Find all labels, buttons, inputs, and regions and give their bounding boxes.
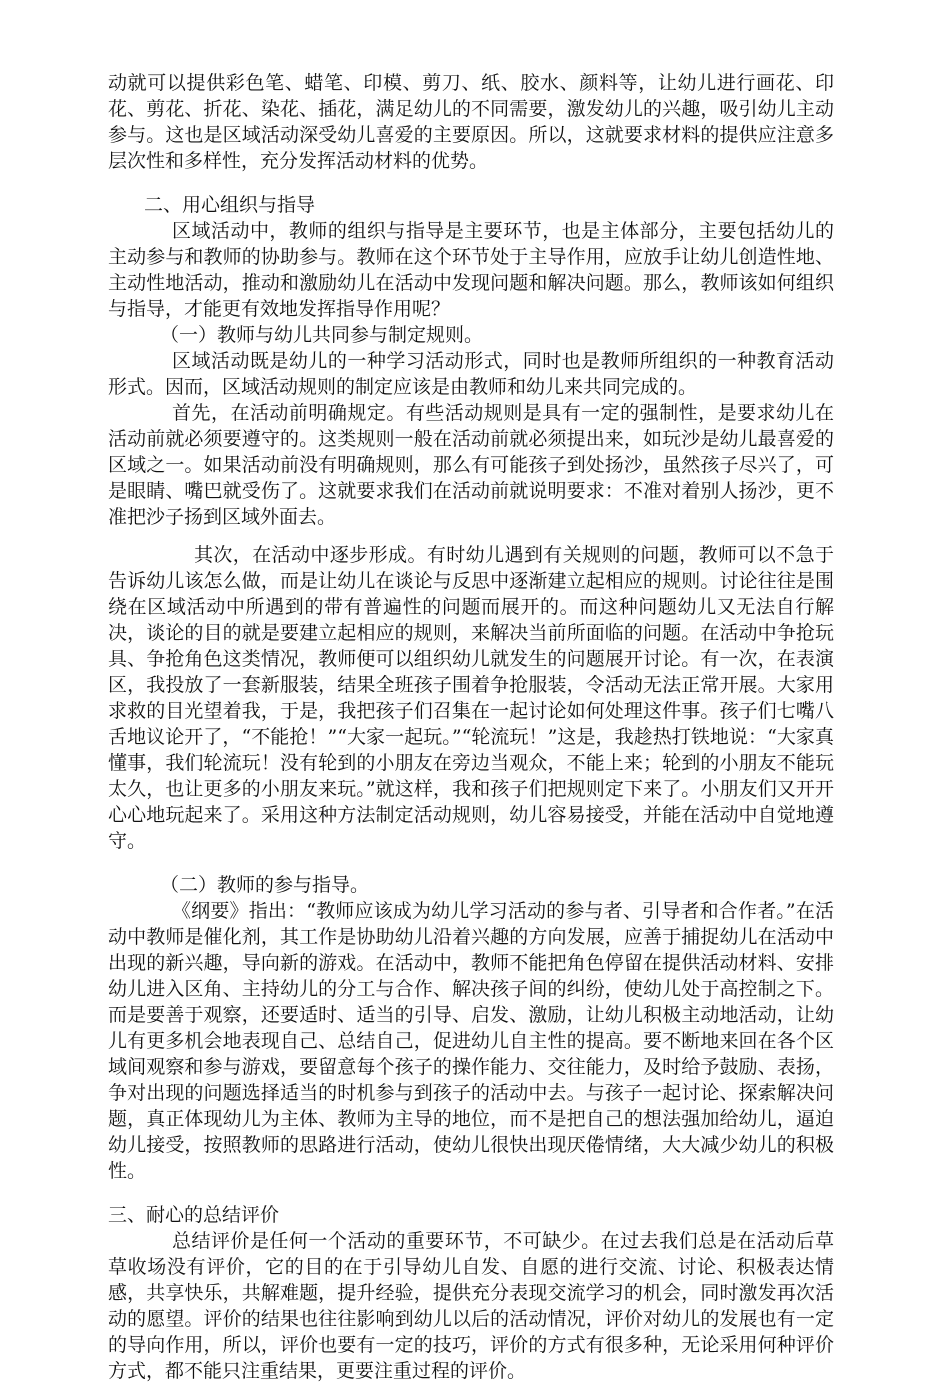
subsection-heading-1: （一）教师与幼儿共同参与制定规则。 xyxy=(160,324,484,346)
paragraph-organization: 区域活动中，教师的组织与指导是主要环节，也是主体部分，主要包括幼儿的主动参与和教师的协助参与。教师在这个环节处于主导作用，应放手让幼儿创造性地、主动性地活动，推动和激励幼儿在活动中发现问题和解决问题。那么，教师该如何组织与指导，才能更有效地发挥指导作用呢？ xyxy=(108,220,834,320)
subsection-heading-2: （二）教师的参与指导。 xyxy=(160,874,370,896)
paragraph-evaluation: 总结评价是任何一个活动的重要环节，不可缺少。在过去我们总是在活动后草草收场没有评价，它的目的在于引导幼儿自发、自愿的进行交流、讨论、积极表达情感，共享快乐，共解难题，提升经验，提供充分表现交流学习的机会，同时激发再次活动的愿望。评价的结果也往往影响到幼儿以后的活动情况，评价对幼儿的发展也有一定的导向作用，所以，评价也要有一定的技巧，评价的方式有很多种，无论采用何种评价方式，都不能只注重结果，更要注重过程的评价。 xyxy=(108,1230,834,1382)
spacer xyxy=(108,174,834,192)
section-heading-3: 三、耐心的总结评价 xyxy=(108,1204,280,1226)
paragraph-teacher-guidance: 《纲要》指出：“教师应该成为幼儿学习活动的参与者、引导者和合作者。”在活动中教师是催化剂，其工作是协助幼儿沿着兴趣的方向发展，应善于捕捉幼儿在活动中出现的新兴趣，导向新的游戏。在活动中，教师不能把角色停留在提供活动材料、安排幼儿进入区角、主持幼儿的分工与合作、解决孩子间的纠纷，使幼儿处于高控制之下。而是要善于观察，还要适时、适当的引导、启发、激励，让幼儿积极主动地活动，让幼儿有更多机会地表现自己、总结自己，促进幼儿自主性的提高。要不断地来回在各个区域间观察和参与游戏，要留意每个孩子的操作能力、交往能力，及时给予鼓励、表扬，争对出现的问题选择适当的时机参与到孩子的活动中去。与孩子一起讨论、探索解决问题，真正体现幼儿为主体、教师为主导的地位，而不是把自己的想法强加给幼儿，逼迫幼儿接受，按照教师的思路进行活动，使幼儿很快出现厌倦情绪，大大减少幼儿的积极性。 xyxy=(108,900,834,1182)
spacer xyxy=(108,1184,834,1202)
paragraph-rules-intro: 区域活动既是幼儿的一种学习活动形式，同时也是教师所组织的一种教育活动形式。因而，区域活动规则的制定应该是由教师和幼儿来共同完成的。 xyxy=(108,350,834,398)
spacer xyxy=(108,854,834,872)
paragraph-rules-second: 其次，在活动中逐步形成。有时幼儿遇到有关规则的问题，教师可以不急于告诉幼儿该怎么做，而是让幼儿在谈论与反思中逐渐建立起相应的规则。讨论往往是围绕在区域活动中所遇到的带有普遍性的问题而展开的。而这种问题幼儿又无法自行解决，谈论的目的就是要建立起相应的规则，来解决当前所面临的问题。在活动中争抢玩具、争抢角色这类情况，教师便可以组织幼儿就发生的问题展开讨论。有一次，在表演区，我投放了一套新服装，结果全班孩子围着争抢服装，令活动无法正常开展。大家用求救的目光望着我，于是，我把孩子们召集在一起讨论如何处理这件事。孩子们七嘴八舌地议论开了，“不能抢！”“大家一起玩。”“轮流玩！”这是，我趁热打铁地说：“大家真懂事，我们轮流玩！没有轮到的小朋友在旁边当观众，不能上来；轮到的小朋友不能玩太久，也让更多的小朋友来玩。”就这样，我和孩子们把规则定下来了。小朋友们又开开心心地玩起来了。采用这种方法制定活动规则，幼儿容易接受，并能在活动中自觉地遵守。 xyxy=(108,544,834,852)
paragraph-materials: 动就可以提供彩色笔、蜡笔、印模、剪刀、纸、胶水、颜料等，让幼儿进行画花、印花、剪花、折花、染花、插花，满足幼儿的不同需要，激发幼儿的兴趣，吸引幼儿主动参与。这也是区域活动深受幼儿喜爱的主要原因。所以，这就要求材料的提供应注意多层次性和多样性，充分发挥活动材料的优势。 xyxy=(108,72,834,172)
spacer xyxy=(108,530,834,542)
document-page xyxy=(108,70,834,1384)
paragraph-rules-first: 首先，在活动前明确规定。有些活动规则是具有一定的强制性，是要求幼儿在活动前就必须要遵守的。这类规则一般在活动前就必须提出来，如玩沙是幼儿最喜爱的区域之一。如果活动前没有明确规则，那么有可能孩子到处扬沙，虽然孩子尽兴了，可是眼睛、嘴巴就受伤了。这就要求我们在活动前就说明要求：不准对着别人扬沙，更不准把沙子扬到区域外面去。 xyxy=(108,402,834,528)
section-heading-2: 二、用心组织与指导 xyxy=(144,194,316,216)
